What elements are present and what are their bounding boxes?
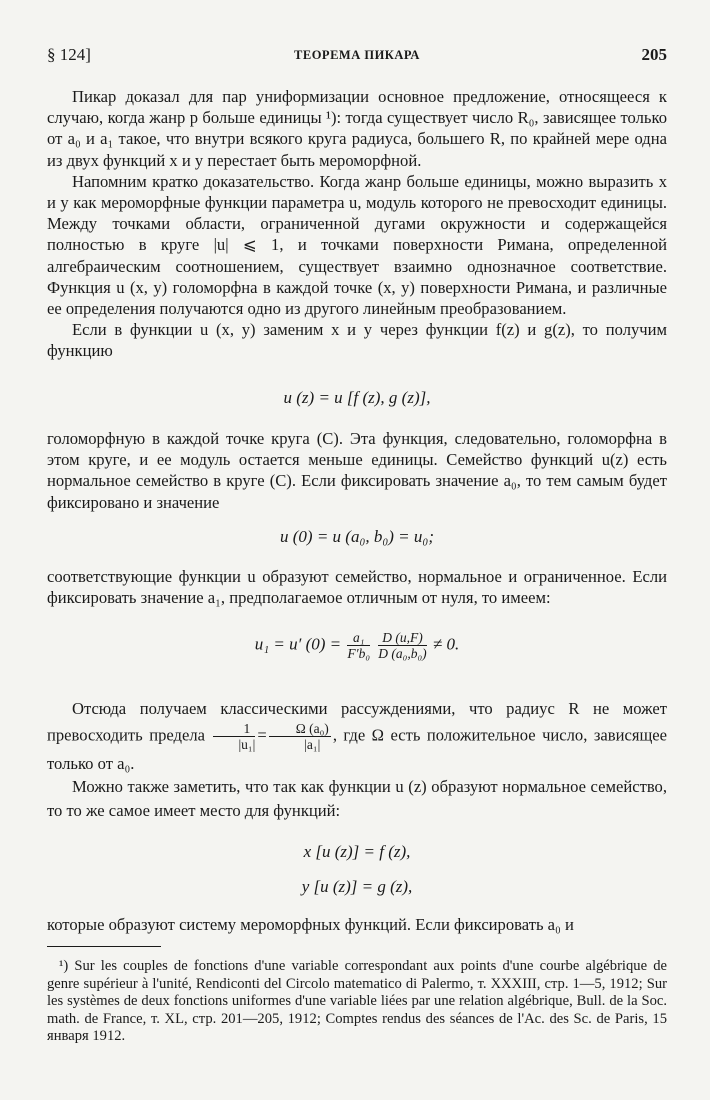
- text-block-2: [47, 428, 667, 513]
- section-number: § 124]: [47, 45, 91, 64]
- paragraph-radius-bound: [47, 697, 667, 775]
- fraction-numerator: a₁: [347, 630, 370, 646]
- fraction-denominator: F′b₀: [347, 646, 371, 661]
- fraction-denominator: D (a₀,b₀): [378, 646, 427, 661]
- formula-u1-left: u₁ = u′ (0) =: [254, 634, 342, 654]
- page-number: 205: [641, 45, 667, 64]
- paragraph-substitution: Если в функции u (x, y) заменим x и y через функции f(z) и g(z), то получим функцию: [47, 320, 667, 361]
- text-block-3: [47, 566, 667, 608]
- formula-y-of-u: y [u (z)] = g (z),: [301, 877, 413, 896]
- fraction-denominator: |u₁|: [238, 736, 256, 752]
- formula-u1-right: ≠ 0.: [432, 634, 460, 654]
- formula-u0: u (0) = u (a₀, b₀) = u₀;: [280, 527, 434, 546]
- paragraph-bounded-family: соответствующие функции u образуют семейство, нормальное и ограниченное. Если фиксировать значение a₁, предполагаемое отличным от нуля, то имеем:: [47, 567, 667, 608]
- running-title: ТЕОРЕМА ПИКАРА: [294, 48, 420, 62]
- text-block-4: [47, 697, 667, 822]
- formula-u-of-z: u (z) = u [f (z), g (z)],: [283, 388, 431, 407]
- running-header: [47, 44, 667, 66]
- fraction-one-over-u1: [213, 721, 255, 752]
- formula-u1: [47, 630, 667, 661]
- paragraph-picard-statement: Пикар доказал для пар униформизации основное предложение, относящееся к случаю, когда жанр p больше единицы ¹): тогда существует число R₀, зависящее только от a₀ и a₁ такое, что внутри всякого круга радиуса, большего R, по крайней мере одна из двух функций x и y перестает быть мероморфной.: [47, 87, 667, 170]
- text-block-1: [47, 86, 667, 362]
- fraction-a1-over-f: [347, 630, 370, 661]
- paragraph-meromorphic-family: Можно также заметить, что так как функции u (z) образуют нормальное семейство, то то же самое имеет место для функций:: [47, 777, 667, 820]
- footnote: [47, 958, 667, 1046]
- text-block-5: [47, 914, 667, 935]
- radius-bound-text: Отсюда получаем классическими рассуждениями, что радиус R не может превосходить предела: [47, 699, 667, 744]
- paragraph-normal-family: голоморфную в каждой точке круга (C). Эта функция, следовательно, голоморфна в этом круге, и ее модуль остается меньше единицы. Семейство функций u(z) есть нормальное семейство в круге (C). Если фиксировать значение a₀, то тем самым будет фиксировано и значение: [47, 429, 667, 512]
- paragraph-meromorphic-system: которые образуют систему мероморфных функций. Если фиксировать a₀ и: [47, 915, 574, 934]
- fraction-numerator: D (u,F): [378, 630, 426, 646]
- radius-bound-tail: , где Ω есть положительное число, зависящее только от a₀.: [47, 724, 667, 773]
- paragraph-proof-outline: Напомним кратко доказательство. Когда жанр больше единицы, можно выразить x и y как мероморфные функции параметра u, модуль которого не превосходит единицы. Между точками области, ограниченной дугами окружности и содержащейся полностью в круге |u| ⩽ 1, и точками поверхности Римана, определенной алгебраическим соотношением, существует взаимно однозначное соответствие. Функция u (x, y) голоморфна в каждой точке (x, y) поверхности Римана, и различные ее определения получаются одно из другого линейным преобразованием.: [47, 171, 667, 319]
- footnote-rule: [47, 946, 161, 947]
- fraction-numerator: 1: [213, 721, 255, 737]
- fraction-numerator: Ω (a₀): [269, 721, 331, 737]
- equals-sign: =: [257, 724, 267, 744]
- fraction-jacobian: [378, 630, 426, 661]
- fraction-omega-over-a1: [269, 721, 331, 752]
- fraction-denominator: |a₁|: [304, 736, 321, 752]
- footnote-text: ¹) Sur les couples de fonctions d'une variable correspondant aux points d'une courbe algébrique de genre supérieur à l'unité, Rendiconti del Circolo matematico di Palermo, т. XXXIII, стр. 1—5, 1912; Sur les systèmes de deux fonctions uniformes d'une variable liées par une relation algébrique, Bull. de la Soc. math. de France, т. XL, стр. 201—205, 1912; Comptes rendus des séances de l'Ac. des Sc. de Paris, 15 января 1912.: [47, 958, 667, 1044]
- formula-x-of-u: x [u (z)] = f (z),: [303, 842, 411, 861]
